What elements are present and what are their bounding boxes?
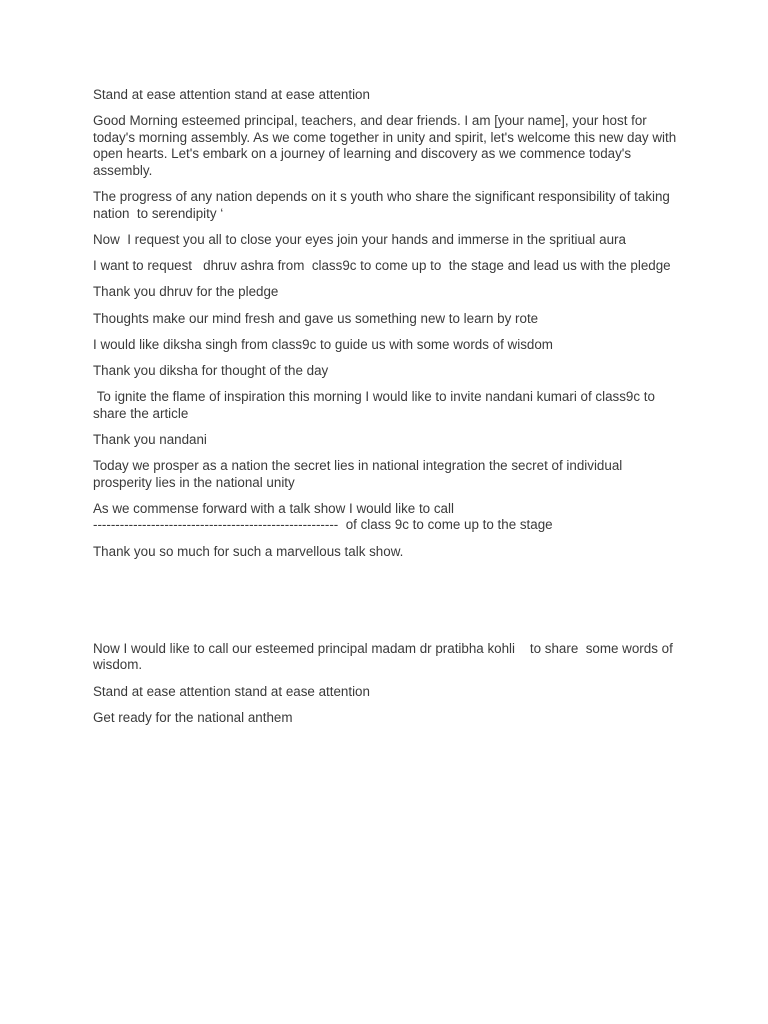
paragraph-thought-thanks: Thank you diksha for thought of the day	[93, 362, 329, 378]
paragraph-progress: The progress of any nation depends on it s youth who share the significant responsibility of taking nation to serendipity ‘	[93, 189, 674, 221]
paragraph-article-thanks: Thank you nandani	[93, 431, 207, 447]
paragraph-pledge-thanks: Thank you dhruv for the pledge	[93, 284, 279, 300]
paragraph-thoughts: Thoughts make our mind fresh and gave us something new to learn by rote	[93, 310, 539, 326]
blank-space	[93, 570, 683, 641]
paragraph-pledge-request: I want to request dhruv ashra from class9c to come up to the stage and lead us with the pledge	[93, 258, 671, 274]
paragraph-prayer: Now I request you all to close your eyes join your hands and immerse in the spritiual aura	[93, 231, 626, 247]
paragraph-closing-attention: Stand at ease attention stand at ease attention	[93, 683, 370, 699]
paragraph-article-request: To ignite the flame of inspiration this morning I would like to invite nandani kumari of class9c to share the article	[93, 389, 659, 421]
paragraph-thought-request: I would like diksha singh from class9c to guide us with some words of wisdom	[93, 336, 553, 352]
paragraph-talk-show-thanks: Thank you so much for such a marvellous talk show.	[93, 543, 404, 559]
paragraph-principal: Now I would like to call our esteemed principal madam dr pratibha kohli to share some words of wisdom.	[93, 640, 677, 673]
paragraph-anthem: Get ready for the national anthem	[93, 709, 293, 725]
talk-show-line-1: As we commense forward with a talk show I would like to call	[93, 500, 454, 516]
paragraph-talk-show	[93, 501, 683, 534]
document-page	[93, 87, 683, 736]
paragraph-greeting: Good Morning esteemed principal, teachers, and dear friends. I am [your name], your host for today's morning assembly. As we come together in unity and spirit, let's welcome this new day with open hearts. Let's embark on a journey of learning and discovery as we commence today's assembly.	[93, 113, 680, 178]
paragraph-unity: Today we prosper as a nation the secret lies in national integration the secret of individual prosperity lies in the national unity	[93, 458, 626, 490]
talk-show-line-2: ------------------------------------------------------- of class 9c to come up to the stage	[93, 517, 553, 533]
paragraph-opening: Stand at ease attention stand at ease attention	[93, 87, 370, 102]
